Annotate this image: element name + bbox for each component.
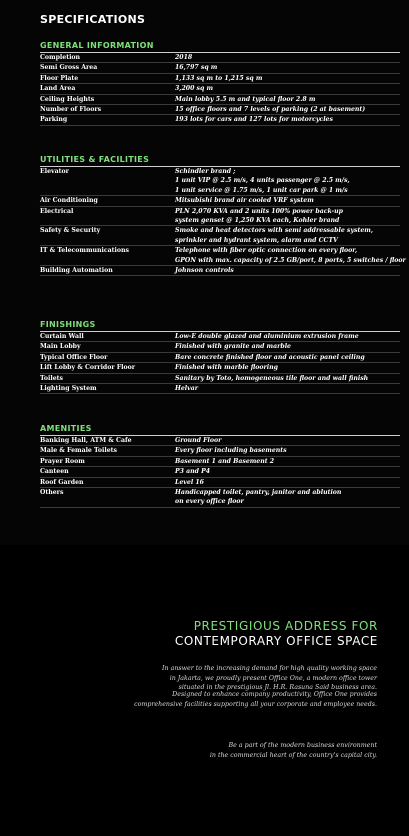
promo-headline-green: PRESTIGIOUS ADDRESS FOR: [193, 619, 378, 633]
spec-value: 16,797 sq m: [175, 64, 218, 72]
promo-paragraph-line: Be a part of the modern business environment: [228, 742, 377, 749]
spec-row: [40, 332, 400, 341]
promo-paragraph: [210, 741, 377, 760]
spec-row: [40, 266, 400, 275]
spec-row: [40, 207, 400, 216]
spec-value: 2018: [175, 54, 193, 61]
row-divider: [40, 393, 400, 394]
row-divider: [40, 125, 400, 126]
spec-label: Elevator: [40, 168, 69, 175]
spec-value: Handicapped toilet, pantry, janitor and ablution: [175, 488, 342, 496]
spec-label: Curtain Wall: [40, 333, 84, 340]
spec-label: Electrical: [40, 207, 74, 215]
spec-label: Ceiling Heights: [40, 95, 95, 103]
spec-label: Roof Garden: [40, 478, 84, 486]
spec-row: [40, 374, 400, 383]
spec-value: on every office floor: [175, 498, 244, 506]
spec-value: Ground Floor: [175, 437, 222, 444]
spec-value: Every floor including basements: [175, 447, 287, 455]
spec-row: [40, 186, 400, 195]
spec-label: Completion: [40, 54, 81, 61]
spec-row: [40, 256, 406, 265]
spec-row: [40, 95, 400, 104]
spec-value: 3,200 sq m: [175, 85, 214, 93]
spec-row: [40, 236, 400, 245]
spec-value: GPON with max. capacity of 2.5 GB/port, 8 ports, 5 switches / floor: [175, 256, 406, 264]
spec-row: [40, 488, 400, 497]
promo-paragraph: [134, 690, 377, 709]
spec-value: 1 unit VIP @ 2.5 m/s, 4 units passenger @ 2.5 m/s,: [175, 177, 350, 185]
spec-row: [40, 446, 400, 455]
spec-label: IT & Telecommunications: [40, 247, 129, 255]
section-heading: AMENITIES: [40, 424, 92, 433]
spec-row: [40, 436, 400, 445]
spec-label: Typical Office Floor: [40, 353, 108, 361]
spec-value: 15 office floors and 7 levels of parking (2 at basement): [175, 105, 366, 113]
promo-paragraph-line: In answer to the increasing demand for high quality working space: [162, 665, 377, 672]
promo-headline-white: CONTEMPORARY OFFICE SPACE: [174, 634, 378, 648]
spec-value: Finished with marble flooring: [175, 364, 278, 372]
section-heading: UTILITIES & FACILITIES: [40, 155, 150, 164]
spec-value: Finished with granite and marble: [175, 343, 291, 351]
spec-label: Number of Floors: [40, 105, 102, 113]
spec-value: P3 and P4: [175, 468, 211, 476]
spec-row: [40, 363, 400, 372]
spec-section: [40, 424, 400, 508]
spec-value: 1,133 sq m to 1,215 sq m: [175, 74, 263, 82]
spec-value: Helvar: [175, 384, 198, 392]
spec-label: Male & Female Toilets: [40, 447, 118, 455]
promo-paragraph-line: situated in the prestigious Jl. H.R. Rasuna Said business area.: [178, 684, 377, 692]
spec-row: [40, 497, 400, 506]
spec-label: Prayer Room: [40, 457, 85, 465]
row-divider: [40, 275, 400, 276]
spec-value: Sanitary by Toto, homogeneous tile floor and wall finish: [175, 374, 369, 382]
spec-value: Schindler brand ;: [175, 168, 236, 175]
spec-value: Smoke and heat detectors with semi addressable system,: [175, 227, 373, 235]
section-heading: GENERAL INFORMATION: [40, 41, 154, 50]
spec-value: sprinkler and hydrant system, alarm and CCTV: [175, 236, 338, 244]
row-divider: [40, 507, 400, 508]
spec-row: [40, 246, 400, 255]
spec-row: [40, 342, 400, 351]
spec-row: [40, 84, 400, 93]
promo-paragraph-line: in the commercial heart of the country's capital city.: [209, 751, 377, 759]
spec-label: Air Conditioning: [40, 197, 98, 205]
spec-label: Parking: [40, 116, 68, 124]
spec-row: [40, 226, 400, 235]
spec-label: Building Automation: [40, 266, 113, 274]
spec-section: [40, 320, 400, 394]
spec-value: Level 16: [175, 478, 204, 486]
spec-value: Johnson controls: [175, 266, 234, 274]
page-title: SPECIFICATIONS: [40, 13, 146, 26]
section-heading: FINISHINGS: [40, 320, 96, 329]
spec-row: [40, 167, 400, 176]
spec-row: [40, 478, 400, 487]
spec-section: [40, 155, 406, 276]
spec-value: Main lobby 5.5 m and typical floor 2.8 m: [175, 95, 316, 103]
spec-row: [40, 63, 400, 72]
spec-row: [40, 53, 400, 62]
spec-label: Safety & Security: [40, 227, 101, 235]
spec-label: Lighting System: [40, 384, 97, 392]
spec-row: [40, 457, 400, 466]
spec-value: PLN 2,070 KVA and 2 units 100% power back-up: [175, 207, 343, 215]
spec-value: Basement 1 and Basement 2: [175, 457, 275, 465]
spec-label: Floor Plate: [40, 74, 79, 82]
promo-paragraph-line: in Jakarta, we proudly present Office One, a modern office tower: [169, 674, 377, 682]
spec-row: [40, 74, 400, 83]
spec-value: system genset @ 1,250 KVA each, Kohler brand: [175, 216, 340, 224]
spec-value: 1 unit service @ 1.75 m/s, 1 unit car park @ 1 m/s: [175, 186, 348, 194]
spec-label: Lift Lobby & Corridor Floor: [40, 364, 136, 372]
promo-paragraph-line: Designed to enhance company productivity, Office One provides: [172, 691, 377, 698]
spec-row: [40, 353, 400, 362]
spec-section: [40, 41, 400, 126]
spec-label: Banking Hall, ATM & Cafe: [40, 437, 132, 444]
spec-label: Canteen: [40, 468, 69, 476]
promo-paragraph: [162, 664, 377, 693]
spec-label: Main Lobby: [40, 343, 81, 351]
spec-value: 193 lots for cars and 127 lots for motorcycles: [175, 116, 333, 124]
spec-row: [40, 176, 400, 185]
spec-row: [40, 196, 400, 205]
spec-row: [40, 384, 400, 393]
spec-label: Semi Gross Area: [40, 64, 98, 72]
spec-label: Toilets: [40, 374, 63, 382]
spec-row: [40, 216, 400, 225]
spec-label: Land Area: [40, 85, 76, 93]
spec-value: Bare concrete finished floor and acoustic panel ceiling: [175, 353, 365, 361]
spec-value: Low-E double glazed and aluminium extrusion frame: [175, 333, 359, 340]
promo-paragraph-line: comprehensive facilities supporting all your corporate and employee needs.: [134, 700, 377, 708]
spec-row: [40, 467, 400, 476]
spec-value: Telephone with fiber optic connection on every floor,: [175, 247, 358, 255]
spec-row: [40, 105, 400, 114]
spec-value: Mitsubishi brand air cooled VRF system: [175, 197, 314, 205]
spec-row: [40, 115, 400, 124]
spec-label: Others: [40, 488, 64, 496]
